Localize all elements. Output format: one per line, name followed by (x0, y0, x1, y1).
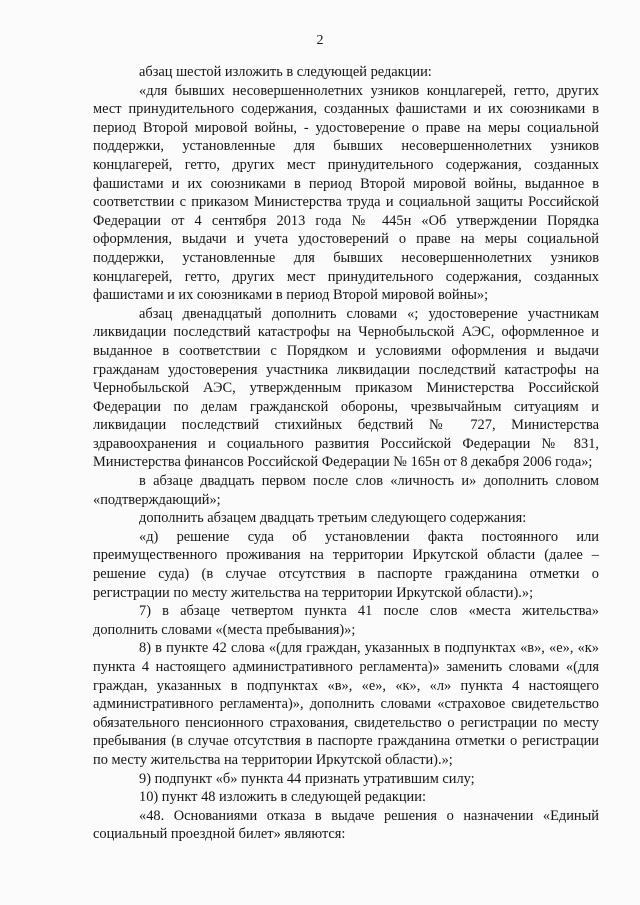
paragraph-4: в абзаце двадцать первом после слов «личность и» дополнить словом «подтверждающий»; (93, 473, 599, 508)
paragraph-11: «48. Основаниями отказа в выдаче решения о назначении «Единый социальный проездной билет» являются: (93, 807, 599, 843)
paragraph-3: абзац двенадцатый дополнить словами «; удостоверение участникам ликвидации последствий катастрофы на Чернобыльской АЭС, оформленное и выданное в соответствии с Порядком и условиями оформления и выдачи гражданам удостоверения участника ликвидации последствий катастрофы на Чернобыльской АЭС, утвержденным приказом Министерства Российской Федерации по делам гражданской обороны, чрезвычайным ситуациям и ликвидации последствий стихийных бедствий № 727, Министерства здравоохранения и социального развития Российской Федерации № 831, Министерства финансов Российской Федерации № 165н от 8 декабря 2006 года»; (93, 305, 599, 471)
paragraph-9: 9) подпункт «б» пункта 44 признать утратившим силу; (139, 770, 475, 787)
paragraph-2: «для бывших несовершеннолетних узников концлагерей, гетто, других мест принудительного содержания, созданных фашистами и их союзниками в период Второй мировой войны, - удостоверение о праве на меры социальной поддержки, установленные для бывших несовершеннолетних узников концлагерей, гетто, других мест принудительного содержания, созданных фашистами и их союзниками в период Второй мировой войны, выданное в соответствии с приказом Министерства труда и социальной защиты Российской Федерации от 4 сентября 2013 года № 445н «Об утверждении Порядка оформления, выдачи и учета удостоверений о праве на меры социальной поддержки, установленные для бывших несовершеннолетних узников концлагерей, гетто, других мест принудительного содержания, созданных фашистами и их союзниками в период Второй мировой войны»; (93, 82, 599, 304)
page-number: 2 (316, 33, 324, 48)
paragraph-8: 8) в пункте 42 слова «(для граждан, указанных в подпунктах «в», «е», «к» пункта 4 настоящего административного регламента)» заменить словами «(для граждан, указанных в подпунктах «в», «е», «к», «л» пункта 4 настоящего административного регламента)», дополнить словами «страховое свидетельство обязательного пенсионного страхования, свидетельство о регистрации по месту пребывания (в случае отсутствия в паспорте гражданина отметки о регистрации по месту жительства на территории Иркутской области).»; (93, 640, 599, 768)
document-body (93, 63, 599, 844)
paragraph-7: 7) в абзаце четвертом пункта 41 после слов «места жительства» дополнить словами «(места пребывания)»; (93, 603, 599, 638)
paragraph-1: абзац шестой изложить в следующей редакции: (139, 64, 432, 80)
paragraph-10: 10) пункт 48 изложить в следующей редакции: (139, 789, 426, 806)
paragraph-6: «д) решение суда об установлении факта постоянного или преимущественного проживания на территории Иркутской области (далее – решение суда) (в случае отсутствия в паспорте гражданина отметки о регистрации по месту жительства на территории Иркутской области).»; (93, 528, 599, 601)
paragraph-5: дополнить абзацем двадцать третьим следующего содержания: (139, 510, 527, 527)
